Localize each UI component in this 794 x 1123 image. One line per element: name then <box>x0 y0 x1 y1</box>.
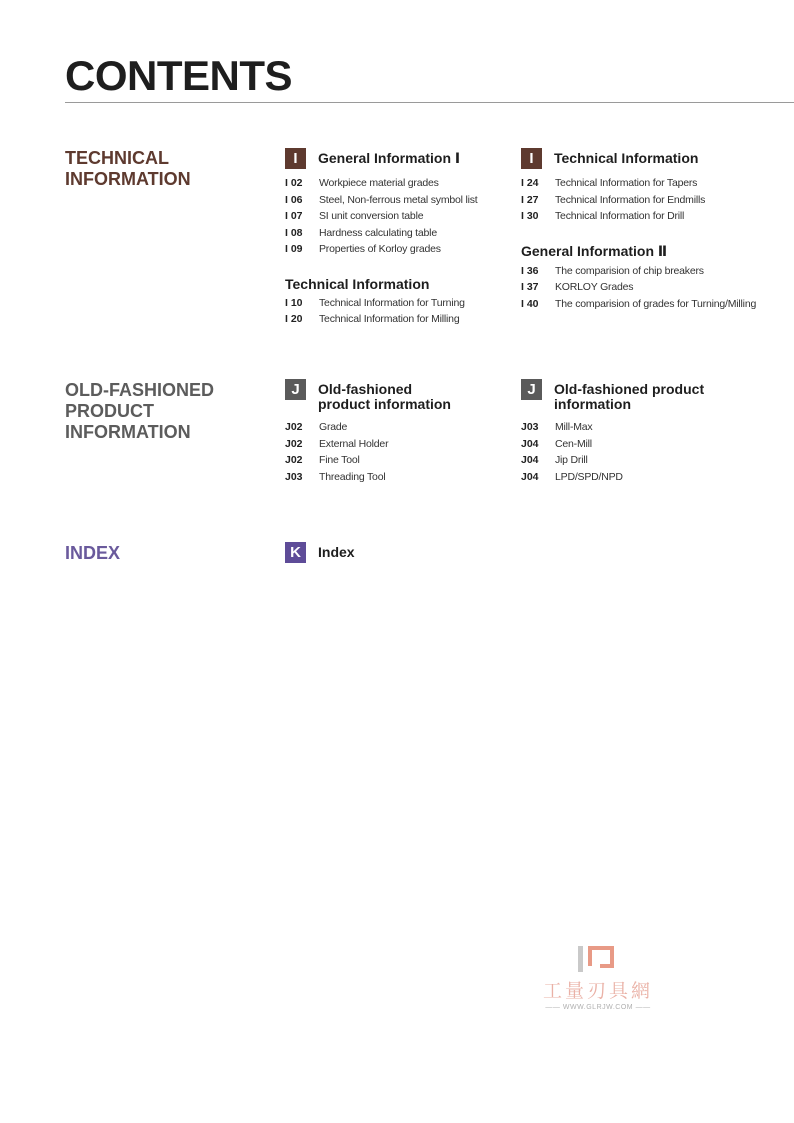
page-code: I 06 <box>285 193 303 206</box>
toc-entry[interactable] <box>285 295 478 312</box>
toc-entry[interactable] <box>521 208 756 225</box>
entry-title: Technical Information for Tapers <box>555 177 698 189</box>
entry-title: External Holder <box>319 437 389 450</box>
toc-entry[interactable] <box>285 311 478 328</box>
toc-entry[interactable] <box>285 469 451 486</box>
block-heading: Technical Information <box>554 150 699 166</box>
page-code: I 10 <box>285 296 303 309</box>
page-code: I 02 <box>285 177 303 189</box>
entry-title: Technical Information for Endmills <box>555 193 706 206</box>
entry-title: Grade <box>319 421 348 433</box>
entry-title: SI unit conversion table <box>319 210 424 222</box>
entry-title: Technical Information for Drill <box>555 210 685 222</box>
entry-title: Jip Drill <box>555 454 588 466</box>
toc-entry[interactable] <box>521 419 704 436</box>
watermark-chinese-text: 工量刃具網 <box>542 980 653 1002</box>
page-code: I 24 <box>521 177 539 189</box>
index-label: INDEX <box>65 543 121 563</box>
page-code: I 20 <box>285 313 303 325</box>
chapter-badge-j: J <box>521 379 542 400</box>
heading-line: product information <box>318 396 451 412</box>
entry-title: Technical Information for Turning <box>319 296 465 309</box>
entry-title: LPD/SPD/NPD <box>555 470 623 483</box>
toc-entry[interactable] <box>285 208 478 225</box>
entry-title: Threading Tool <box>319 470 386 483</box>
sub-heading: General Information Ⅱ <box>521 242 668 259</box>
index-block[interactable] <box>285 542 355 563</box>
toc-entry[interactable] <box>521 192 756 209</box>
label-line: INFORMATION <box>65 169 191 189</box>
page-title: CONTENTS <box>65 52 292 99</box>
page-code: I 09 <box>285 243 303 255</box>
entry-title: Steel, Non-ferrous metal symbol list <box>319 193 478 206</box>
page-code: J02 <box>285 421 303 433</box>
label-line: INFORMATION <box>65 422 191 442</box>
page-code: I 07 <box>285 210 303 222</box>
chapter-badge-i: I <box>521 148 542 169</box>
toc-entry[interactable] <box>521 452 704 469</box>
label-line: PRODUCT <box>65 401 154 421</box>
toc-entry[interactable] <box>521 296 756 313</box>
entry-title: Workpiece material grades <box>319 177 439 189</box>
label-line: OLD-FASHIONED <box>65 380 215 400</box>
block-heading <box>554 379 704 412</box>
block-heading: General Information Ⅰ <box>318 150 461 166</box>
page-code: J04 <box>521 437 539 450</box>
watermark-logo <box>574 944 622 974</box>
label-line: TECHNICAL <box>65 148 169 168</box>
chapter-badge-j: J <box>285 379 306 400</box>
toc-entry[interactable] <box>285 419 451 436</box>
general-information-1-block <box>285 148 478 328</box>
page-code: J04 <box>521 470 539 483</box>
block-heading <box>318 379 451 412</box>
block-heading: Index <box>318 544 355 560</box>
sub-heading: Technical Information <box>285 275 430 292</box>
entry-title: Properties of Korloy grades <box>319 243 441 255</box>
page-code: I 08 <box>285 226 303 239</box>
page-code: I 30 <box>521 210 539 222</box>
page-code: I 37 <box>521 281 539 293</box>
toc-entry[interactable] <box>521 436 704 453</box>
toc-entry[interactable] <box>521 263 756 280</box>
old-fashioned-right-block <box>521 379 704 485</box>
old-fashioned-left-block <box>285 379 451 485</box>
toc-entry[interactable] <box>285 436 451 453</box>
toc-entry[interactable] <box>285 192 478 209</box>
title-divider <box>65 102 794 103</box>
entry-title: Hardness calculating table <box>319 226 437 239</box>
entry-title: The comparision of grades for Turning/Milling <box>555 297 757 310</box>
watermark-url: —— WWW.GLRJW.COM —— <box>545 1004 651 1011</box>
page-code: J03 <box>521 421 539 433</box>
page-code: J02 <box>285 437 303 450</box>
entry-title: Fine Tool <box>319 454 360 466</box>
technical-information-label <box>65 148 191 190</box>
chapter-badge-k: K <box>285 542 306 563</box>
entry-title: The comparision of chip breakers <box>555 264 704 277</box>
page-code: I 40 <box>521 297 539 310</box>
entry-title: Mill-Max <box>555 421 593 433</box>
entry-title: Cen-Mill <box>555 437 592 450</box>
page-code: J03 <box>285 470 303 483</box>
toc-entry[interactable] <box>285 225 478 242</box>
entry-title: Technical Information for Milling <box>319 313 460 325</box>
toc-entry[interactable] <box>285 175 478 192</box>
toc-entry[interactable] <box>285 241 478 258</box>
page-code: I 36 <box>521 264 539 277</box>
toc-entry[interactable] <box>521 175 756 192</box>
page-code: J02 <box>285 454 303 466</box>
watermark <box>528 944 668 1011</box>
heading-line: Old-fashioned product <box>554 381 705 397</box>
toc-entry[interactable] <box>521 279 756 296</box>
old-fashioned-label <box>65 380 214 443</box>
technical-information-block <box>521 148 756 312</box>
heading-line: information <box>554 396 631 412</box>
entry-title: KORLOY Grades <box>555 281 634 293</box>
page-code: J04 <box>521 454 539 466</box>
heading-line: Old-fashioned <box>318 381 413 397</box>
chapter-badge-i: I <box>285 148 306 169</box>
page-code: I 27 <box>521 193 539 206</box>
toc-entry[interactable] <box>521 469 704 486</box>
toc-entry[interactable] <box>285 452 451 469</box>
